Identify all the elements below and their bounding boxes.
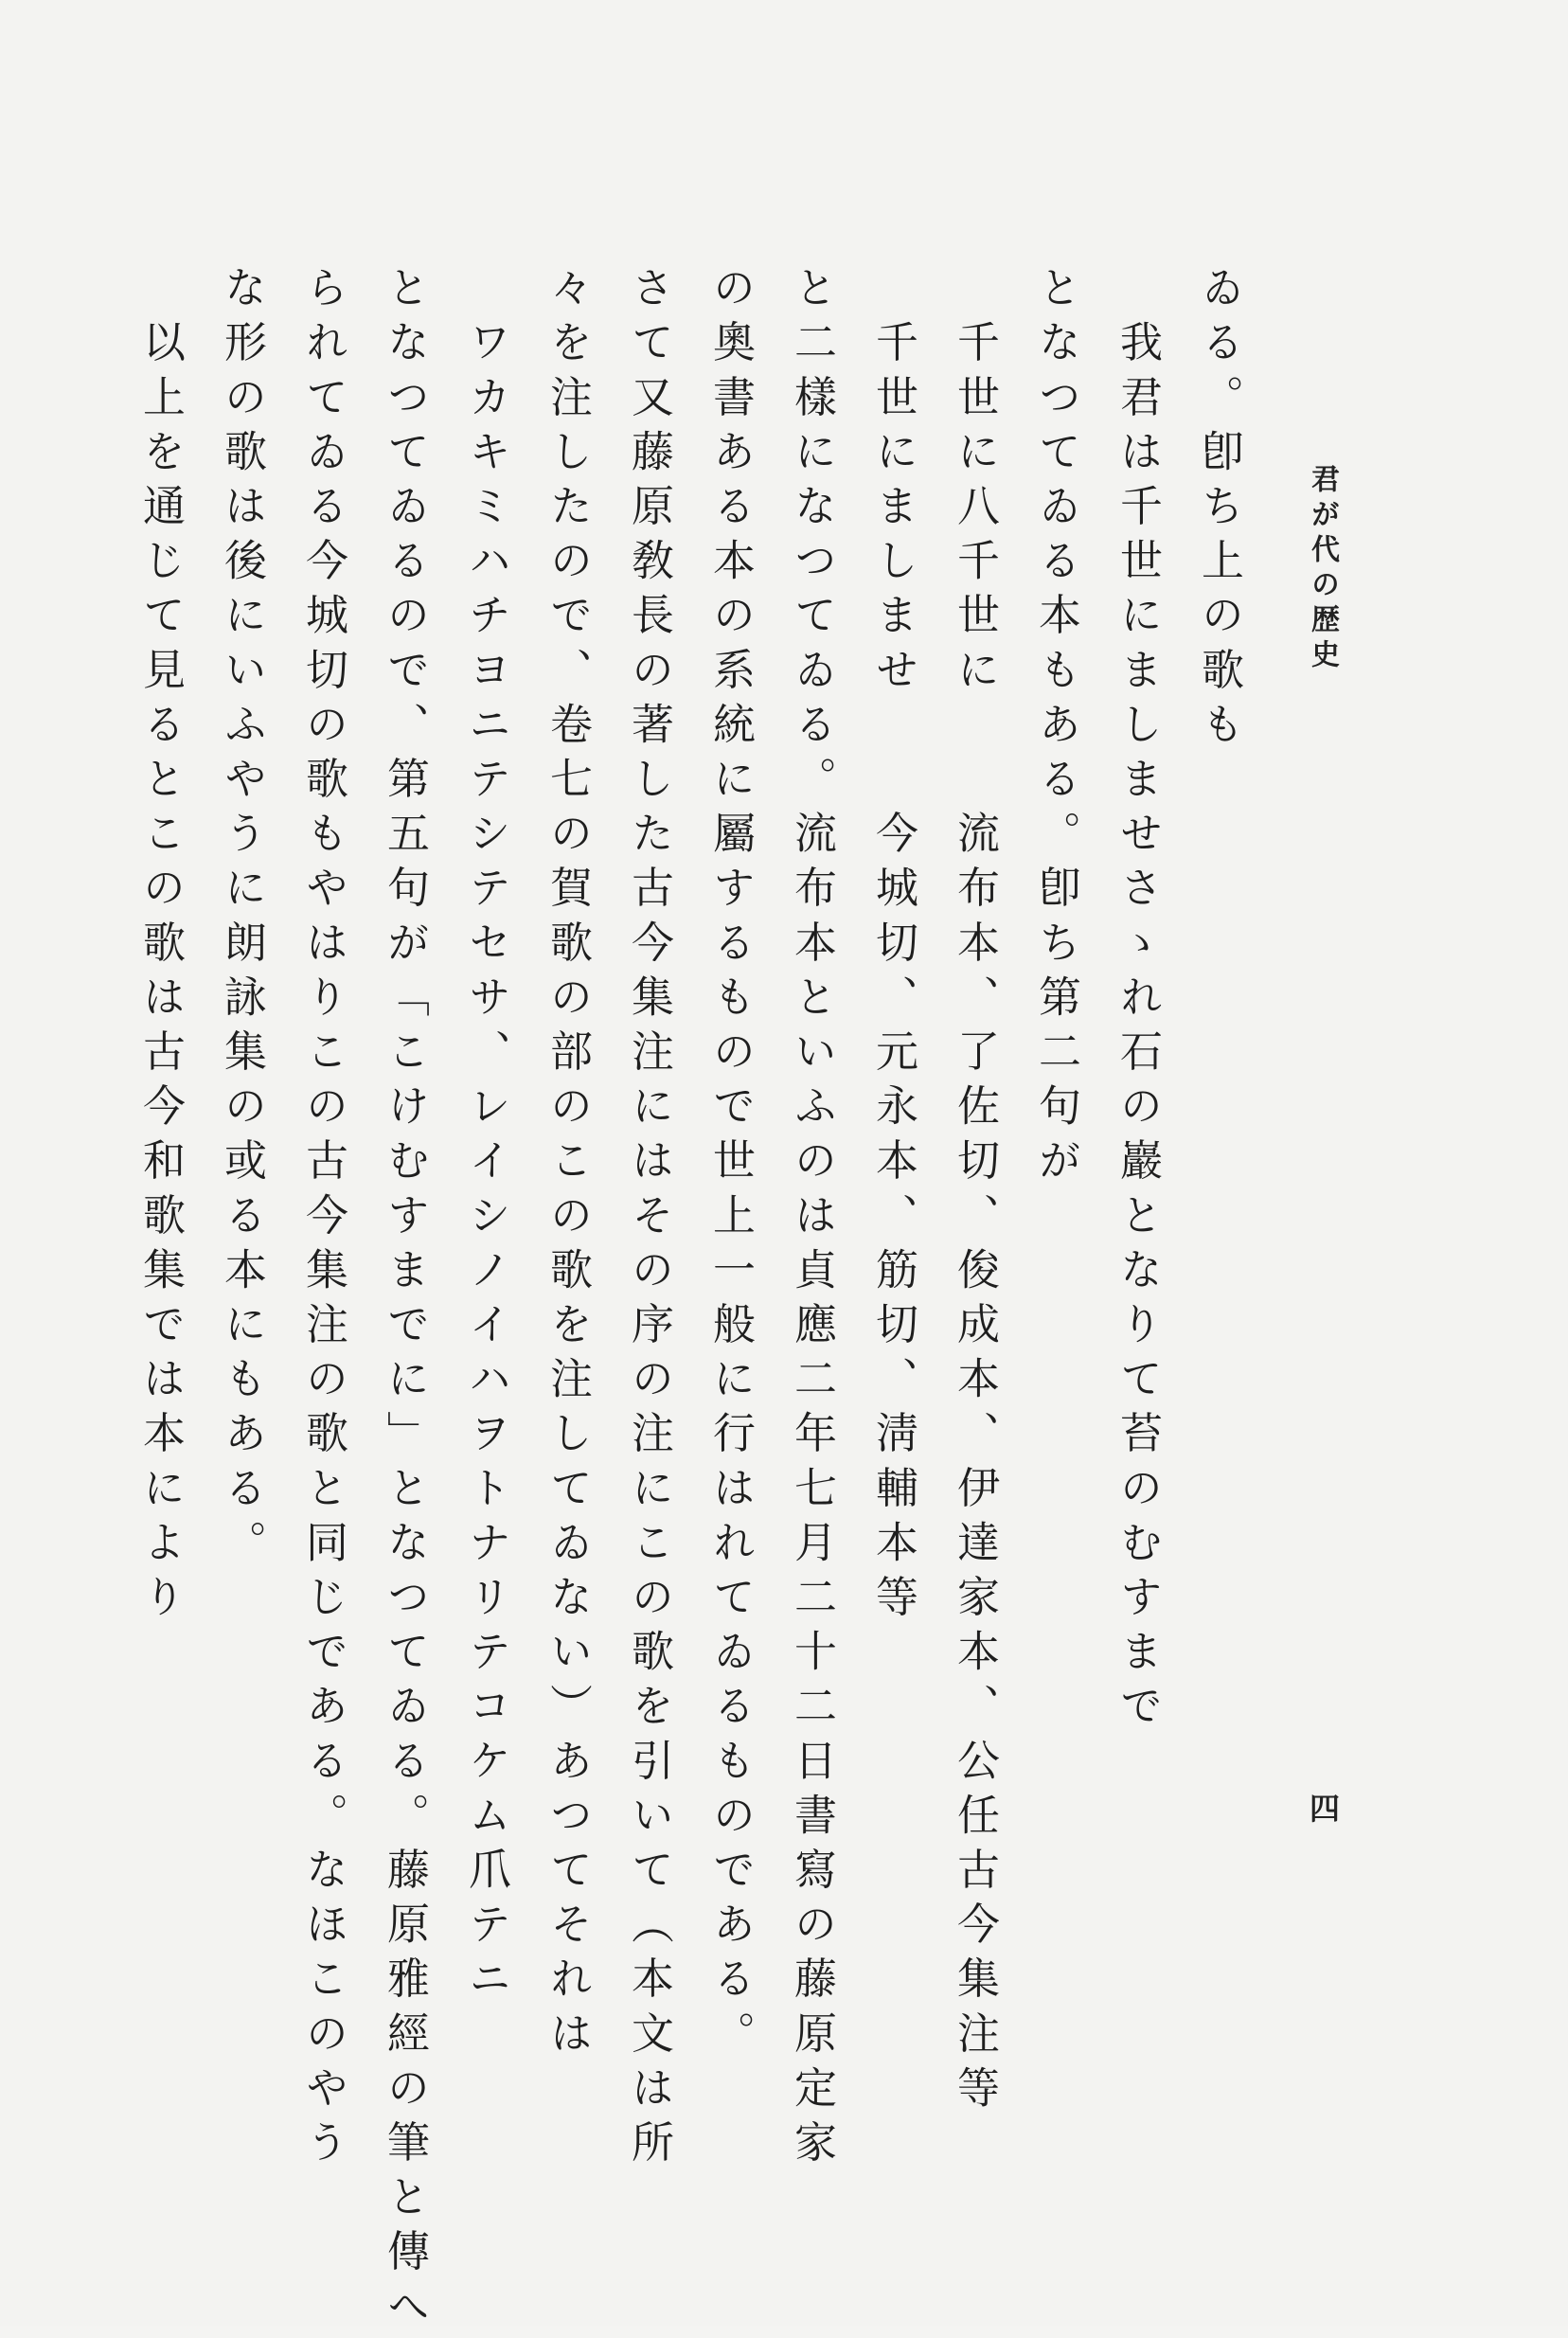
body-text (135, 265, 1259, 2338)
text-line: の奧書ある本の系統に屬するもので世上一般に行はれてゐるものである。 (705, 265, 756, 2065)
text-line: 々を注したので、卷七の賀歌の部のこの歌を注してゐない）あつてそれは (543, 265, 593, 2065)
page-number: 四 (1305, 1793, 1341, 1823)
text-line: ワカキミハチヨニテシテセサ、レイシノイハヲトナリテコケム爪テニ (461, 265, 511, 2011)
text-line: さて又藤原敎長の著した古今集注にはその序の注にこの歌を引いて（本文は所 (624, 265, 674, 2174)
text-line: となつてゐる本もある。卽ち第二句が (1031, 265, 1081, 1193)
text-line: 千世に八千世に 流布本、了佐切、俊成本、伊達家本、公任古今集注等 (950, 265, 1000, 2120)
text-line: 我君は千世にましませさゝれ石の巖となりて苔のむすまで (1113, 265, 1163, 1739)
text-line: ゐる。卽ち上の歌も (1194, 265, 1244, 757)
text-line: 千世にましませ 今城切、元永本、筋切、淸輔本等 (868, 265, 918, 1629)
text-line: となつてゐるので、第五句が「こけむすまでに」となつてゐる。藤原雅經の筆と傳へ (380, 265, 430, 2338)
text-line: 以上を通じて見るとこの歌は古今和歌集では本により (135, 265, 186, 1629)
text-line: な形の歌は後にいふやうに朗詠集の或る本にもある。 (217, 265, 267, 1575)
text-line: られてゐる今城切の歌もやはりこの古今集注の歌と同じである。なほこのやう (298, 265, 348, 2174)
text-line: と二樣になつてゐる。流布本といふのは貞應二年七月二十二日書寫の藤原定家 (787, 265, 837, 2174)
running-head: 君が代の歴史 (1306, 464, 1339, 674)
